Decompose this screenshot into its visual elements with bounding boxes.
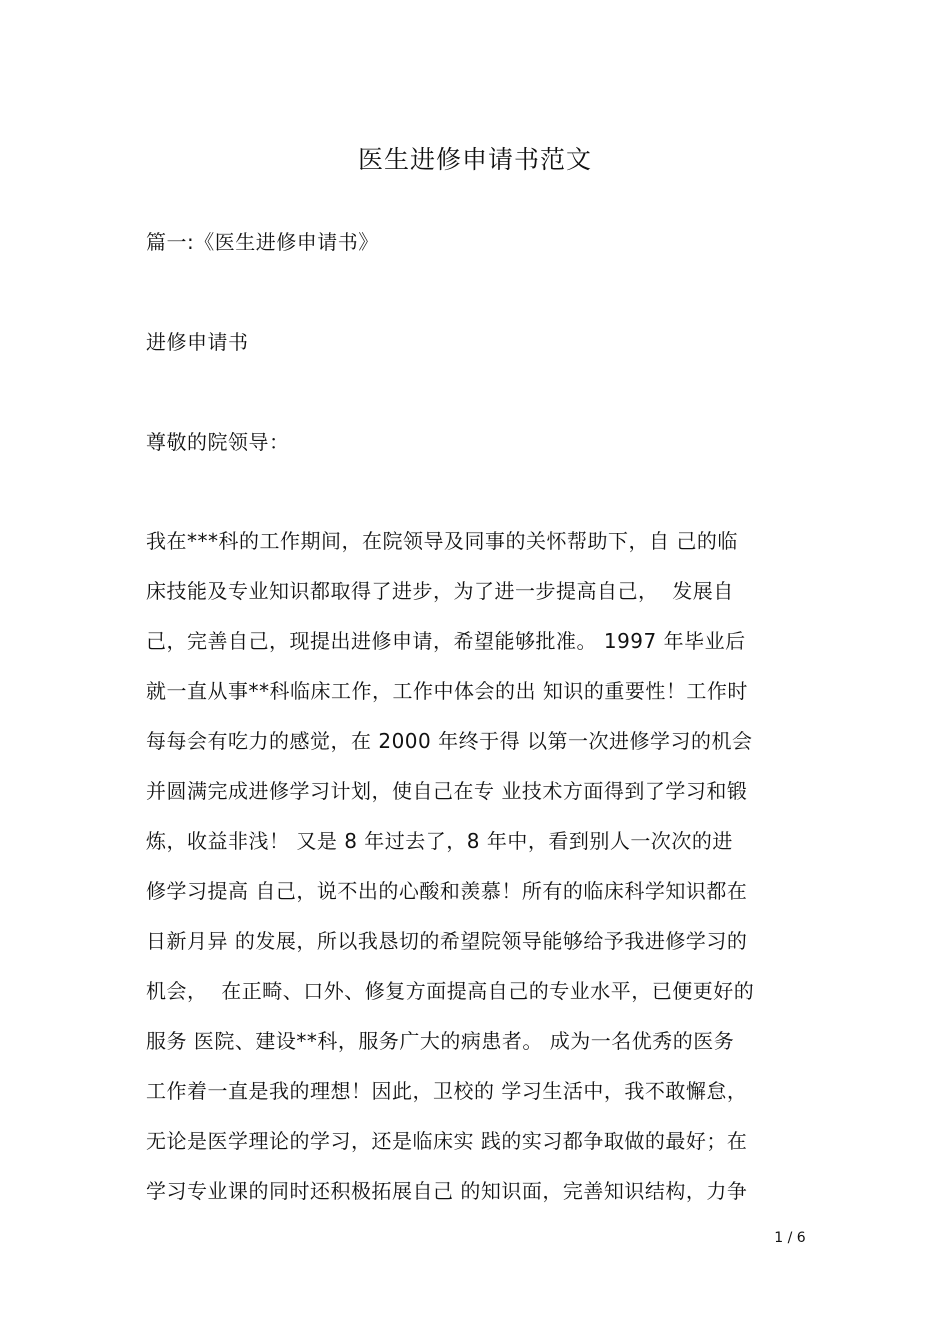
body-line: 服务 医院、建设**科，服务广大的病患者。 成为一名优秀的医务 (146, 1029, 735, 1053)
body-line: 机会， 在正畸、口外、修复方面提高自己的专业水平，已便更好的 (146, 979, 755, 1003)
body-paragraph (146, 524, 826, 1224)
body-line: 并圆满完成进修学习计划，使自己在专 业技术方面得到了学习和锻 (146, 779, 748, 803)
subheading: 进修申请书 (146, 330, 249, 354)
body-line: 每每会有吃力的感觉，在 2000 年终于得 以第一次进修学习的机会 (146, 729, 753, 753)
body-line: 日新月异 的发展，所以我恳切的希望院领导能够给予我进修学习的 (146, 929, 748, 953)
body-line: 床技能及专业知识都取得了进步，为了进一步提高自己， 发展自 (146, 579, 734, 603)
body-line: 学习专业课的同时还积极拓展自己 的知识面，完善知识结构，力争 (146, 1179, 748, 1203)
document-title: 医生进修申请书范文 (357, 145, 592, 174)
page-number: 1 / 6 (774, 1230, 806, 1246)
section-heading: 篇一:《医生进修申请书》 (146, 230, 379, 254)
body-line: 就一直从事**科临床工作，工作中体会的出 知识的重要性！工作时 (146, 679, 748, 703)
body-line: 己，完善自己，现提出进修申请，希望能够批准。 1997 年毕业后 (146, 629, 746, 653)
body-line: 修学习提高 自己，说不出的心酸和羡慕！所有的临床科学知识都在 (146, 879, 748, 903)
body-line: 我在***科的工作期间，在院领导及同事的关怀帮助下，自 己的临 (146, 529, 738, 553)
body-line: 工作着一直是我的理想！因此，卫校的 学习生活中，我不敢懈怠， (146, 1079, 748, 1103)
body-line: 炼，收益非浅！ 又是 8 年过去了，8 年中，看到别人一次次的进 (146, 829, 733, 853)
salutation: 尊敬的院领导： (146, 430, 290, 454)
body-line: 无论是医学理论的学习，还是临床实 践的实习都争取做的最好；在 (146, 1129, 748, 1153)
